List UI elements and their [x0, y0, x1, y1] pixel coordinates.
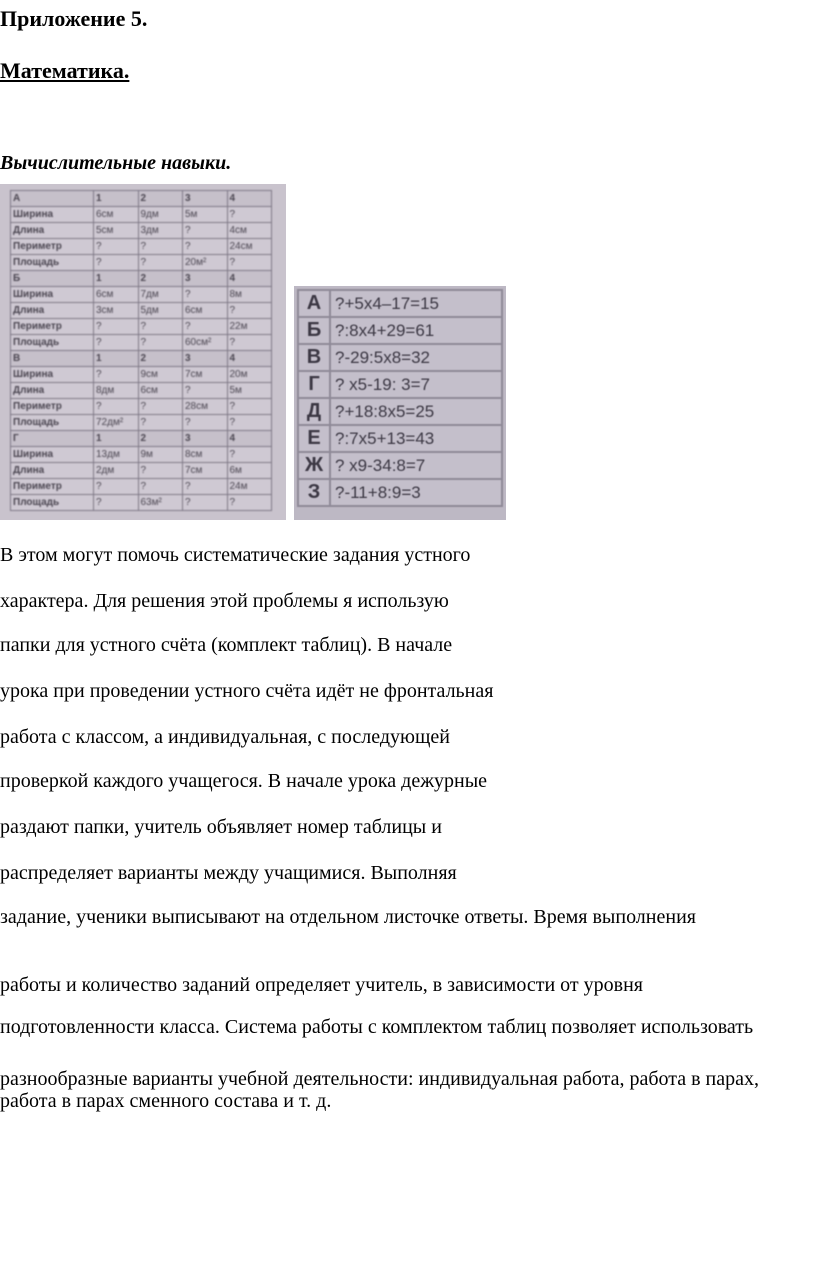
- equation-text: ?:8x4+29=61: [330, 317, 502, 344]
- equation-row: [298, 452, 502, 479]
- table-cell: ?: [227, 303, 272, 319]
- row-label: А: [11, 191, 94, 207]
- table-cell: 2дм: [94, 463, 139, 479]
- table-cell: ?: [138, 239, 183, 255]
- table-cell: 8см: [183, 447, 228, 463]
- table-cell: 8м: [227, 287, 272, 303]
- table-cell: 3: [183, 351, 228, 367]
- body-line: характера. Для решения этой проблемы я использую: [0, 590, 449, 612]
- table-row: [11, 239, 272, 255]
- table-cell: 6м: [227, 463, 272, 479]
- table-cell: 3: [183, 271, 228, 287]
- table-cell: 1: [94, 191, 139, 207]
- table-cell: 5м: [183, 207, 228, 223]
- table-cell: 3см: [94, 303, 139, 319]
- variant-letter: В: [298, 344, 330, 371]
- equations-photo: [294, 286, 506, 520]
- equation-text: ?-11+8:9=3: [330, 479, 502, 506]
- equation-text: ?+5x4–17=15: [330, 290, 502, 317]
- body-line: задание, ученики выписывают на отдельном листочке ответы. Время выполнения: [0, 906, 696, 928]
- variant-letter: З: [298, 479, 330, 506]
- table-cell: ?: [227, 335, 272, 351]
- table-cell: ?: [94, 367, 139, 383]
- body-line: разнообразные варианты учебной деятельности: индивидуальная работа, работа в парах, работа в парах сменного состава и т. д.: [0, 1068, 760, 1112]
- table-row: [11, 255, 272, 271]
- table-cell: ?: [183, 287, 228, 303]
- equation-row: [298, 317, 502, 344]
- table-cell: 4: [227, 191, 272, 207]
- equation-row: [298, 425, 502, 452]
- table-cell: 3: [183, 191, 228, 207]
- equation-row: [298, 344, 502, 371]
- table-row: [11, 447, 272, 463]
- table-cell: 13дм: [94, 447, 139, 463]
- body-line: папки для устного счёта (комплект таблиц). В начале: [0, 634, 453, 656]
- table-cell: ?: [227, 495, 272, 511]
- row-label: Периметр: [11, 479, 94, 495]
- table-cell: 60см²: [183, 335, 228, 351]
- row-label: Площадь: [11, 255, 94, 271]
- body-line: работы и количество заданий определяет учитель, в зависимости от уровня: [0, 974, 643, 996]
- table-cell: ?: [227, 447, 272, 463]
- table-row: [11, 191, 272, 207]
- row-label: Длина: [11, 223, 94, 239]
- table-cell: 4: [227, 271, 272, 287]
- table-cell: 9м: [138, 447, 183, 463]
- variant-letter: Ж: [298, 452, 330, 479]
- table-cell: 4: [227, 431, 272, 447]
- table-cell: 9см: [138, 367, 183, 383]
- table-row: [11, 431, 272, 447]
- row-label: Ширина: [11, 287, 94, 303]
- body-line: проверкой каждого учащегося. В начале урока дежурные: [0, 770, 488, 792]
- table-cell: 6см: [94, 207, 139, 223]
- table-cell: 6см: [138, 383, 183, 399]
- table-cell: ?: [227, 255, 272, 271]
- table-row: [11, 303, 272, 319]
- table-cell: ?: [227, 399, 272, 415]
- table-cell: 72дм²: [94, 415, 139, 431]
- table-row: [11, 463, 272, 479]
- table-cell: 22м: [227, 319, 272, 335]
- table-cell: ?: [183, 239, 228, 255]
- table-row: [11, 319, 272, 335]
- row-label: Длина: [11, 463, 94, 479]
- table-cell: 1: [94, 431, 139, 447]
- row-label: Периметр: [11, 239, 94, 255]
- row-label: Площадь: [11, 495, 94, 511]
- body-line: В этом могут помочь систематические задания устного: [0, 544, 471, 566]
- table-row: [11, 287, 272, 303]
- table-row: [11, 335, 272, 351]
- body-line: распределяет варианты между учащимися. Выполняя: [0, 862, 457, 884]
- table-cell: 1: [94, 271, 139, 287]
- table-cell: 3: [183, 431, 228, 447]
- table-cell: 8дм: [94, 383, 139, 399]
- table-cell: ?: [94, 255, 139, 271]
- body-line: работа с классом, а индивидуальная, с последующей: [0, 726, 450, 748]
- table-cell: 5см: [94, 223, 139, 239]
- table-cell: ?: [227, 207, 272, 223]
- table-row: [11, 399, 272, 415]
- table-cell: ?: [183, 479, 228, 495]
- table-cell: ?: [183, 223, 228, 239]
- table-row: [11, 383, 272, 399]
- equation-text: ? x9-34:8=7: [330, 452, 502, 479]
- variant-letter: Г: [298, 371, 330, 398]
- table-cell: 6см: [94, 287, 139, 303]
- table-row: [11, 479, 272, 495]
- row-label: Периметр: [11, 319, 94, 335]
- equation-row: [298, 290, 502, 317]
- table-row: [11, 351, 272, 367]
- table-cell: ?: [138, 335, 183, 351]
- table-cell: 7см: [183, 367, 228, 383]
- equation-text: ?:7x5+13=43: [330, 425, 502, 452]
- table-cell: 1: [94, 351, 139, 367]
- table-row: [11, 495, 272, 511]
- table-cell: ?: [138, 319, 183, 335]
- equation-row: [298, 479, 502, 506]
- section-title: Вычислительные навыки.: [0, 152, 232, 174]
- body-line: урока при проведении устного счёта идёт не фронтальная: [0, 680, 494, 702]
- table-cell: 2: [138, 431, 183, 447]
- equation-row: [298, 371, 502, 398]
- table-row: [11, 223, 272, 239]
- table-cell: ?: [138, 479, 183, 495]
- table-cell: 2: [138, 351, 183, 367]
- table-cell: 20м²: [183, 255, 228, 271]
- row-label: Ширина: [11, 367, 94, 383]
- body-line: подготовленности класса. Система работы с комплектом таблиц позволяет использовать: [0, 1016, 754, 1038]
- table-row: [11, 415, 272, 431]
- table-cell: 9дм: [138, 207, 183, 223]
- table-cell: ?: [183, 495, 228, 511]
- table-cell: ?: [94, 319, 139, 335]
- table-cell: 5м: [227, 383, 272, 399]
- table-cell: 63м²: [138, 495, 183, 511]
- table-cell: 7см: [183, 463, 228, 479]
- measurement-tables-photo: [0, 184, 286, 520]
- row-label: Ширина: [11, 207, 94, 223]
- table-cell: 4см: [227, 223, 272, 239]
- row-label: Длина: [11, 303, 94, 319]
- table-cell: 28см: [183, 399, 228, 415]
- table-cell: 4: [227, 351, 272, 367]
- table-cell: ?: [94, 239, 139, 255]
- row-label: Длина: [11, 383, 94, 399]
- row-label: Г: [11, 431, 94, 447]
- equation-table: [297, 289, 503, 507]
- table-cell: 3дм: [138, 223, 183, 239]
- variant-letter: А: [298, 290, 330, 317]
- table-cell: ?: [138, 415, 183, 431]
- table-row: [11, 271, 272, 287]
- table-cell: 20м: [227, 367, 272, 383]
- table-cell: ?: [94, 479, 139, 495]
- table-cell: ?: [94, 335, 139, 351]
- equation-text: ?-29:5x8=32: [330, 344, 502, 371]
- row-label: В: [11, 351, 94, 367]
- table-cell: 7дм: [138, 287, 183, 303]
- table-cell: ?: [138, 399, 183, 415]
- table-row: [11, 207, 272, 223]
- table-cell: ?: [183, 383, 228, 399]
- table-cell: 2: [138, 191, 183, 207]
- measurement-table: [10, 190, 272, 511]
- table-cell: ?: [227, 415, 272, 431]
- variant-letter: Д: [298, 398, 330, 425]
- table-cell: ?: [94, 399, 139, 415]
- table-cell: 24м: [227, 479, 272, 495]
- table-cell: 24см: [227, 239, 272, 255]
- variant-letter: Е: [298, 425, 330, 452]
- equation-text: ?+18:8x5=25: [330, 398, 502, 425]
- body-line: раздают папки, учитель объявляет номер таблицы и: [0, 816, 442, 838]
- table-cell: ?: [94, 495, 139, 511]
- equation-text: ? x5-19: 3=7: [330, 371, 502, 398]
- table-cell: 2: [138, 271, 183, 287]
- table-cell: ?: [183, 415, 228, 431]
- row-label: Площадь: [11, 335, 94, 351]
- row-label: Площадь: [11, 415, 94, 431]
- table-cell: 6см: [183, 303, 228, 319]
- equation-row: [298, 398, 502, 425]
- table-row: [11, 367, 272, 383]
- table-cell: ?: [138, 463, 183, 479]
- table-cell: 5дм: [138, 303, 183, 319]
- variant-letter: Б: [298, 317, 330, 344]
- row-label: Ширина: [11, 447, 94, 463]
- row-label: Периметр: [11, 399, 94, 415]
- row-label: Б: [11, 271, 94, 287]
- subject-title: Математика.: [0, 58, 130, 83]
- table-cell: ?: [183, 319, 228, 335]
- appendix-title: Приложение 5.: [0, 6, 148, 31]
- table-cell: ?: [138, 255, 183, 271]
